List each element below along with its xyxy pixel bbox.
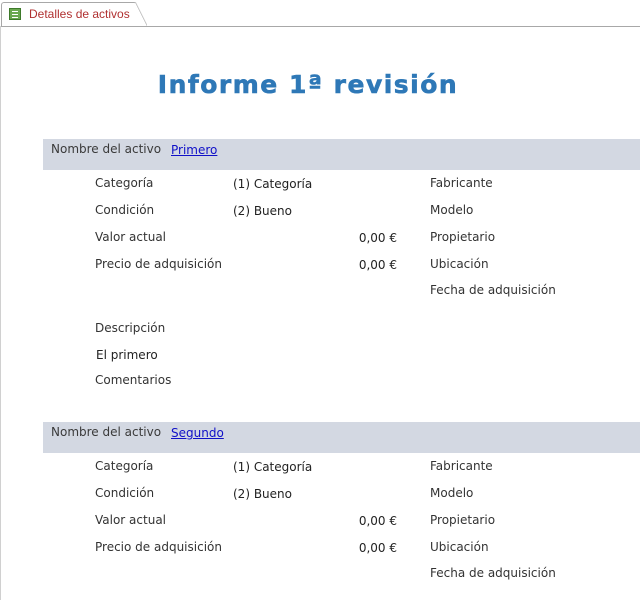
report-title: Informe 1ª revisión <box>157 70 459 99</box>
condition-label: Condición <box>95 486 155 500</box>
manufacturer-label: Fabricante <box>430 459 493 473</box>
purchase-price-label: Precio de adquisición <box>95 257 222 271</box>
condition-value: (2) Bueno <box>233 487 292 501</box>
record-header-band <box>43 139 640 170</box>
asset-record <box>0 422 640 600</box>
purchase-price: 0,00 € <box>358 258 397 272</box>
asset-name-link[interactable]: Segundo <box>171 426 224 440</box>
acquired-date-label: Fecha de adquisición <box>430 283 556 297</box>
current-value-label: Valor actual <box>95 230 167 244</box>
location-label: Ubicación <box>430 257 489 271</box>
purchase-price-label: Precio de adquisición <box>95 540 222 554</box>
category-label: Categoría <box>95 176 154 190</box>
current-value-label: Valor actual <box>95 513 167 527</box>
category-value: (1) Categoría <box>233 460 313 474</box>
document-tab-strip <box>0 0 640 27</box>
tab-detalles-de-activos[interactable] <box>1 2 137 26</box>
tab-label: Detalles de activos <box>29 7 130 21</box>
category-label: Categoría <box>95 459 154 473</box>
acquired-date-label: Fecha de adquisición <box>430 566 556 580</box>
condition-label: Condición <box>95 203 155 217</box>
description-label: Descripción <box>95 321 166 335</box>
asset-name-label: Nombre del activo <box>51 425 162 439</box>
purchase-price: 0,00 € <box>358 541 397 555</box>
category-value: (1) Categoría <box>233 177 313 191</box>
location-label: Ubicación <box>430 540 489 554</box>
report-icon <box>9 8 21 20</box>
owner-label: Propietario <box>430 230 496 244</box>
asset-name-link[interactable]: Primero <box>171 143 218 157</box>
model-label: Modelo <box>430 203 474 217</box>
record-header-band <box>43 422 640 453</box>
current-value: 0,00 € <box>358 514 397 528</box>
asset-record <box>0 139 640 409</box>
comments-label: Comentarios <box>95 373 172 387</box>
asset-name-label: Nombre del activo <box>51 142 162 156</box>
owner-label: Propietario <box>430 513 496 527</box>
description-value: El primero <box>96 348 158 362</box>
current-value: 0,00 € <box>358 231 397 245</box>
manufacturer-label: Fabricante <box>430 176 493 190</box>
condition-value: (2) Bueno <box>233 204 292 218</box>
model-label: Modelo <box>430 486 474 500</box>
